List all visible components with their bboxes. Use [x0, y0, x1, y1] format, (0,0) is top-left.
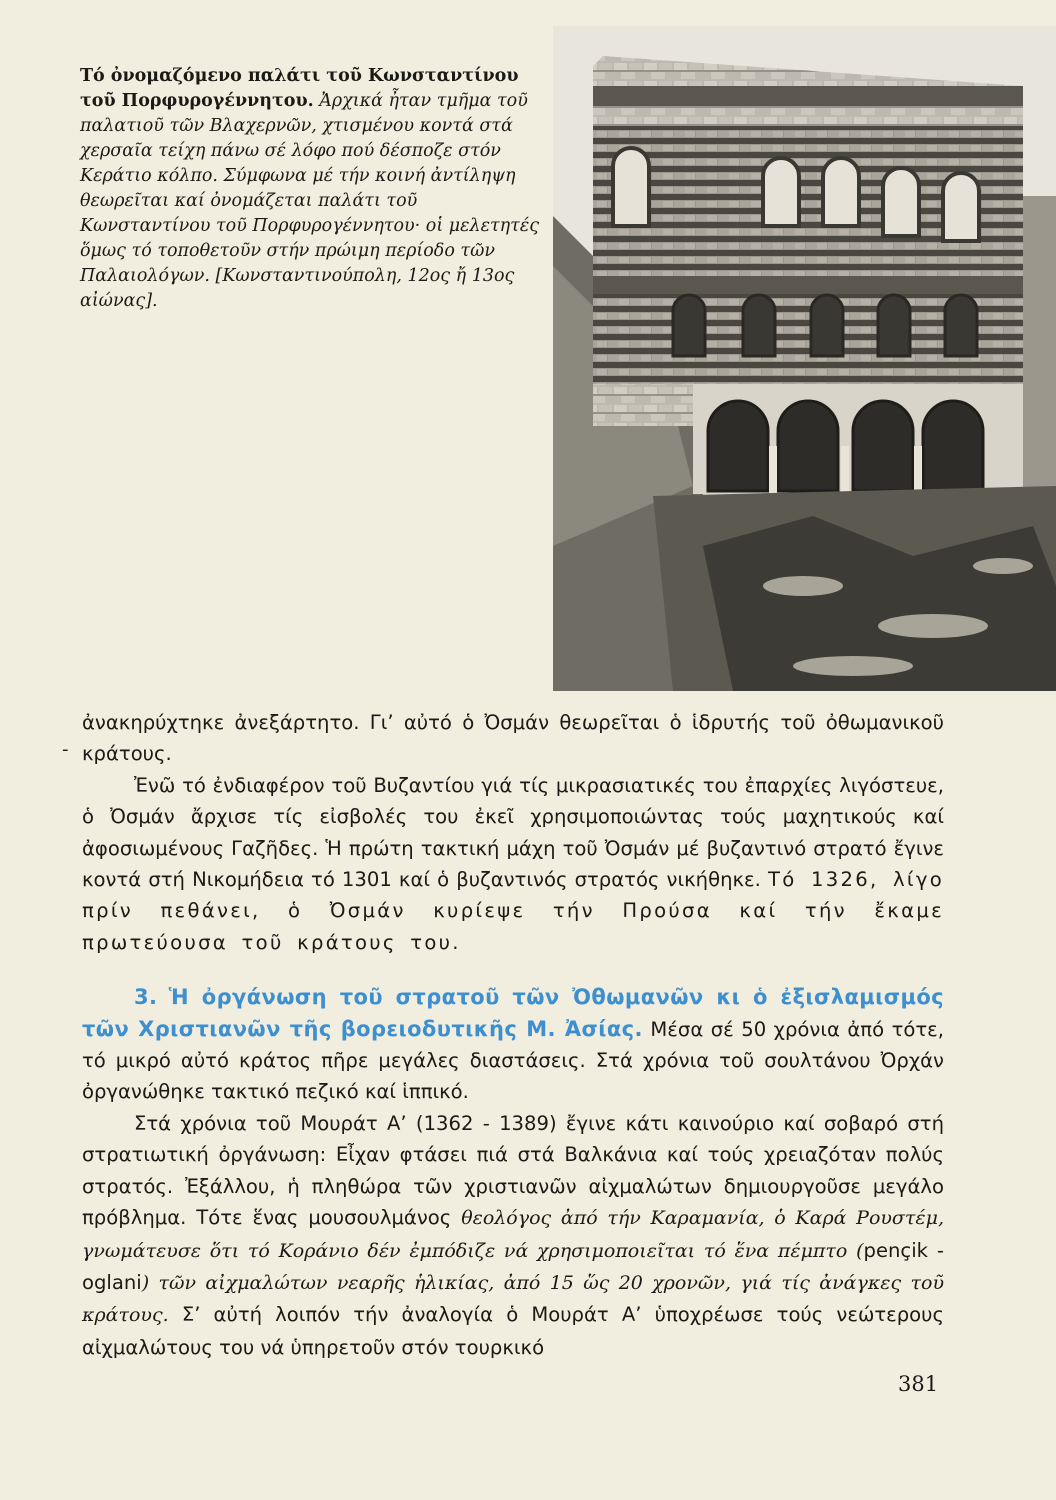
main-text — [82, 707, 944, 1363]
italic-text: θεολόγος ἀπό τήν Καραμανία, ὁ Καρά Ρουστέμ, γνωμάτευσε ὅτι τό Κοράνιο δέν ἐμπόδιζε νά χρησιμοποιεῖται τό ἕνα πέμπτο ( — [82, 1207, 944, 1262]
caption-title: Τό ὀνομαζόμενο παλάτι τοῦ Κωνσταντίνου τοῦ Πορφυρογέννητου. — [80, 66, 519, 111]
italic-text: ) τῶν αἰχμαλώτων νεαρῆς ἡλικίας, ἀπό 15 ὥς 20 χρονῶν, γιά τίς ἀνάγκες τοῦ κράτους. — [82, 1271, 944, 1327]
section-heading: Ἡ ὀργάνωση τοῦ στρατοῦ τῶν Ὀθωμανῶν κι ὁ ἐξισλαμισμός τῶν Χριστιανῶν τῆς βορειοδυτικῆς Μ. Ἀσίας. — [82, 985, 944, 1041]
paragraph: ἀνακηρύχτηκε ἀνεξάρτητο. Γι’ αὐτό ὁ Ὀσμάν θεωρεῖται ὁ ἱδρυτής τοῦ ὀθωμανικοῦ κράτους. — [82, 711, 944, 766]
paragraph-text: Σ’ αὐτή λοιπόν τήν ἀναλογία ὁ Μουράτ Α’ ὑποχρέωσε τούς νεώτερους αἰχμαλώτους του νά ὑπηρετοῦν στόν τουρκικό — [82, 1303, 945, 1359]
photo-caption — [80, 64, 550, 314]
paragraph — [82, 770, 944, 958]
section-paragraph — [82, 982, 944, 1108]
paragraph-text: Ἐνῶ τό ἐνδιαφέρον τοῦ Βυζαντίου γιά τίς μικρασιατικές του ἐπαρχίες λιγόστευε, ὁ Ὀσμάν ἄρχισε τίς εἰσβολές του ἐκεῖ χρησιμοποιώντας τούς μαχητικούς καί ἀφοσιωμένους Γαζῆδες. Ἡ πρώτη τακτική μάχη τοῦ Ὀσμάν μέ βυζαντινό στρατό ἔγινε κοντά στή Νικομήδεια τό 1301 καί ὁ βυζαντινός στρατός νικήθηκε. — [82, 773, 944, 892]
paragraph — [82, 1108, 944, 1363]
palace-photo-illustration — [553, 26, 1056, 691]
paragraph-spaced-text: Τό 1326, λίγο πρίν πεθάνει, ὁ Ὀσμάν κυρίεψε τήν Προύσα καί τήν ἔκαμε πρωτεύουσα τοῦ κράτους του. — [82, 868, 945, 954]
page-number: 381 — [898, 1372, 939, 1396]
paragraph-text: Στά χρόνια τοῦ Μουράτ Α’ (1362 - 1389) ἔγινε κάτι καινούριο καί σοβαρό στή στρατιωτική ὀργάνωση: Εἶχαν φτάσει πιά στά Βαλκάνια καί τούς χρειαζόταν πολύς στρατός. Ἐξάλλου, ἡ πληθώρα τῶν χριστιανῶν αἰχμαλώτων δημιουργοῦσε μεγάλο πρόβλημα. Τότε ἕνας μουσουλμάνος — [82, 1111, 944, 1230]
palace-photo — [553, 26, 1056, 691]
turkish-term: pençik - oglani — [82, 1238, 944, 1294]
paragraph-text: Μέσα σέ 50 χρόνια ἀπό τότε, τό μικρό αὐτό κράτος πῆρε μεγάλες διαστάσεις. Στά χρόνια τοῦ σουλτάνου Ὀρχάν ὀργανώθηκε τακτικό πεζικό καί ἱππικό. — [82, 1017, 944, 1104]
section-number: 3. — [134, 985, 158, 1010]
margin-mark: - — [62, 739, 69, 760]
caption-text: Ἀρχικά ἦταν τμῆμα τοῦ παλατιοῦ τῶν Βλαχερνῶν, χτισμένου κοντά στά χερσαῖα τείχη πάνω σέ λόφο πού δέσποζε στόν Κεράτιο κόλπο. Σύμφωνα μέ τήν κοινή ἀντίληψη θεωρεῖται καί ὀνομάζεται παλάτι τοῦ Κωνσταντίνου τοῦ Πορφυρογέννητου· οἱ μελετητές ὅμως τό τοποθετοῦν στήν πρώιμη περίοδο τῶν Παλαιολόγων. [Κωνσταντινούπολη, 12ος ἤ 13ος αἰώνας]. — [80, 91, 540, 311]
